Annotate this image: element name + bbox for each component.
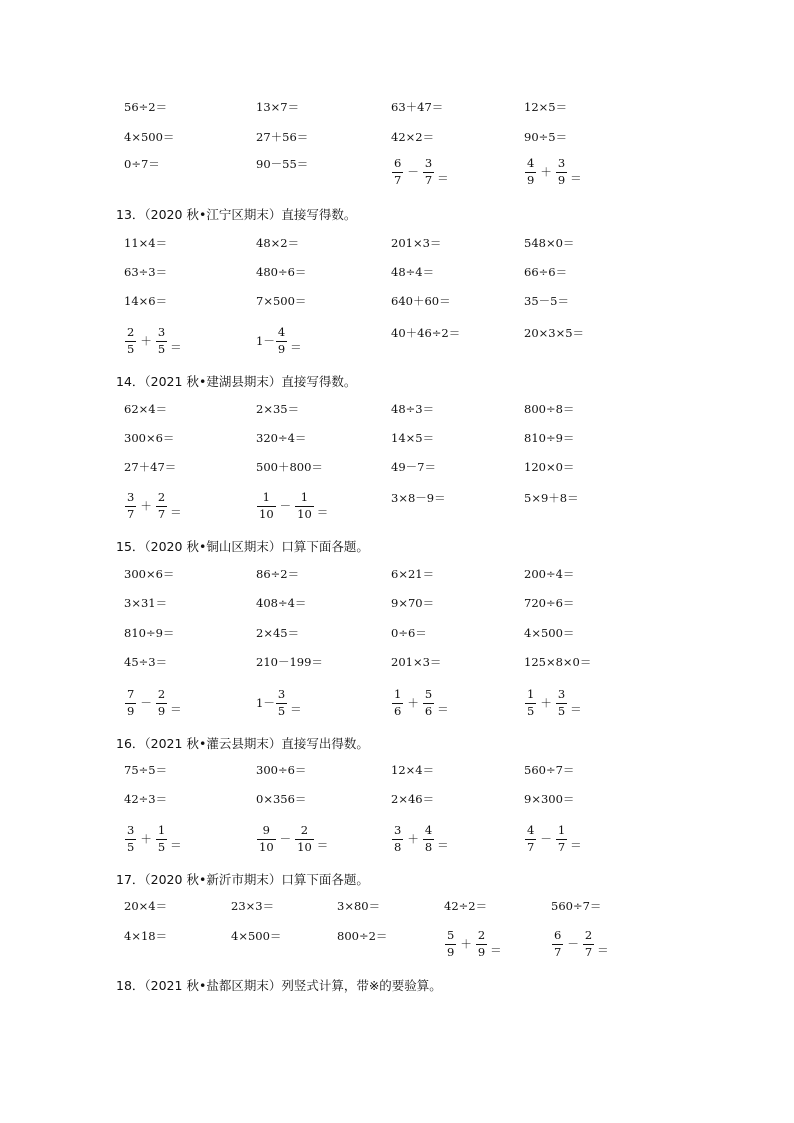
problem: 48×2＝ xyxy=(256,236,300,250)
problem-row xyxy=(0,152,794,192)
problem: 0÷6＝ xyxy=(391,626,427,640)
problem: 35－5＝ xyxy=(524,294,569,308)
question-heading: 18．（2021 秋•盐都区期末）列竖式计算，带※的要验算。 xyxy=(116,978,442,993)
problem: 408÷4＝ xyxy=(256,596,307,610)
question-heading: 16．（2021 秋•灌云县期末）直接写出得数。 xyxy=(116,736,369,751)
problem: 5×9＋8＝ xyxy=(524,491,579,505)
problem: 42÷2＝ xyxy=(444,899,488,913)
question-heading: 15．（2020 秋•铜山区期末）口算下面各题。 xyxy=(116,539,369,554)
problem: 201×3＝ xyxy=(391,655,442,669)
problem: 810÷9＝ xyxy=(524,431,575,445)
problem: 4×18＝ xyxy=(124,929,168,943)
fraction-problem: 3 7 ＋ 2 7 ＝ xyxy=(127,490,182,521)
problem: 560÷7＝ xyxy=(551,899,602,913)
fraction-problem: 7 9 － 2 9 ＝ xyxy=(127,687,182,718)
problem: 45÷3＝ xyxy=(124,655,168,669)
problem: 42×2＝ xyxy=(391,130,435,144)
problem: 2×45＝ xyxy=(256,626,300,640)
problem: 9×300＝ xyxy=(524,792,575,806)
question-heading: 17．（2020 秋•新沂市期末）口算下面各题。 xyxy=(116,872,369,887)
question-heading: 14．（2021 秋•建湖县期末）直接写得数。 xyxy=(116,374,357,389)
problem: 48÷3＝ xyxy=(391,402,435,416)
problem: 63÷3＝ xyxy=(124,265,168,279)
fraction-problem: 2 5 ＋ 3 5 ＝ xyxy=(127,325,182,356)
problem: 0×356＝ xyxy=(256,792,307,806)
problem: 810÷9＝ xyxy=(124,626,175,640)
fraction-problem: 3 8 ＋ 4 8 ＝ xyxy=(394,823,449,854)
problem: 14×6＝ xyxy=(124,294,168,308)
fraction-problem: 9 10 － 2 10 ＝ xyxy=(259,823,329,854)
fraction-problem: 6 7 － 2 7 ＝ xyxy=(554,928,609,959)
problem: 40＋46÷2＝ xyxy=(391,326,461,340)
problem: 14×5＝ xyxy=(391,431,435,445)
problem-row xyxy=(0,289,794,323)
fraction-problem: 1－ 3 5 ＝ xyxy=(256,687,302,718)
fraction-problem: 1－ 4 9 ＝ xyxy=(256,325,302,356)
problem: 86÷2＝ xyxy=(256,567,300,581)
problem: 4×500＝ xyxy=(231,929,282,943)
problem: 0÷7＝ xyxy=(124,157,160,171)
problem: 4×500＝ xyxy=(124,130,175,144)
problem: 62×4＝ xyxy=(124,402,168,416)
problem: 720÷6＝ xyxy=(524,596,575,610)
problem: 20×3×5＝ xyxy=(524,326,585,340)
problem: 56÷2＝ xyxy=(124,100,168,114)
problem: 120×0＝ xyxy=(524,460,575,474)
fraction-problem: 4 9 ＋ 3 9 ＝ xyxy=(527,156,582,187)
problem: 125×8×0＝ xyxy=(524,655,592,669)
fraction-problem: 5 9 ＋ 2 9 ＝ xyxy=(447,928,502,959)
problem-row xyxy=(0,683,794,723)
problem: 800÷8＝ xyxy=(524,402,575,416)
fraction-problem: 6 7 － 3 7 ＝ xyxy=(394,156,449,187)
problem: 3×8－9＝ xyxy=(391,491,446,505)
problem: 210－199＝ xyxy=(256,655,323,669)
problem: 300×6＝ xyxy=(124,567,175,581)
problem-row xyxy=(0,455,794,489)
problem: 20×4＝ xyxy=(124,899,168,913)
problem: 800÷2＝ xyxy=(337,929,388,943)
problem: 48÷4＝ xyxy=(391,265,435,279)
problem: 49－7＝ xyxy=(391,460,436,474)
fraction-problem: 1 10 － 1 10 ＝ xyxy=(259,490,329,521)
problem: 3×80＝ xyxy=(337,899,381,913)
problem: 11×4＝ xyxy=(124,236,168,250)
fraction-problem: 1 5 ＋ 3 5 ＝ xyxy=(527,687,582,718)
problem: 63＋47＝ xyxy=(391,100,444,114)
problem: 42÷3＝ xyxy=(124,792,168,806)
problem-row xyxy=(0,486,794,526)
problem-row xyxy=(0,819,794,859)
problem: 2×35＝ xyxy=(256,402,300,416)
problem: 13×7＝ xyxy=(256,100,300,114)
problem: 640＋60＝ xyxy=(391,294,451,308)
problem-row xyxy=(0,95,794,129)
problem: 12×5＝ xyxy=(524,100,568,114)
problem: 300÷6＝ xyxy=(256,763,307,777)
problem: 500＋800＝ xyxy=(256,460,323,474)
problem-row xyxy=(0,591,794,625)
problem-row xyxy=(0,787,794,821)
problem: 4×500＝ xyxy=(524,626,575,640)
problem: 320÷4＝ xyxy=(256,431,307,445)
problem: 200÷4＝ xyxy=(524,567,575,581)
problem: 9×70＝ xyxy=(391,596,435,610)
problem: 90÷5＝ xyxy=(524,130,568,144)
problem: 23×3＝ xyxy=(231,899,275,913)
fraction-problem: 4 7 － 1 7 ＝ xyxy=(527,823,582,854)
problem: 66÷6＝ xyxy=(524,265,568,279)
problem-row xyxy=(0,650,794,684)
problem: 12×4＝ xyxy=(391,763,435,777)
problem-row xyxy=(0,894,794,928)
problem: 201×3＝ xyxy=(391,236,442,250)
problem: 27＋56＝ xyxy=(256,130,309,144)
fraction-problem: 3 5 ＋ 1 5 ＝ xyxy=(127,823,182,854)
problem: 7×500＝ xyxy=(256,294,307,308)
problem: 27＋47＝ xyxy=(124,460,177,474)
problem: 560÷7＝ xyxy=(524,763,575,777)
problem-row xyxy=(0,924,794,964)
problem: 480÷6＝ xyxy=(256,265,307,279)
problem: 300×6＝ xyxy=(124,431,175,445)
problem: 548×0＝ xyxy=(524,236,575,250)
fraction-problem: 1 6 ＋ 5 6 ＝ xyxy=(394,687,449,718)
problem: 75÷5＝ xyxy=(124,763,168,777)
problem: 3×31＝ xyxy=(124,596,168,610)
problem-row xyxy=(0,321,794,361)
question-heading: 13．（2020 秋•江宁区期末）直接写得数。 xyxy=(116,207,357,222)
problem: 2×46＝ xyxy=(391,792,435,806)
problem: 6×21＝ xyxy=(391,567,435,581)
problem: 90－55＝ xyxy=(256,157,309,171)
